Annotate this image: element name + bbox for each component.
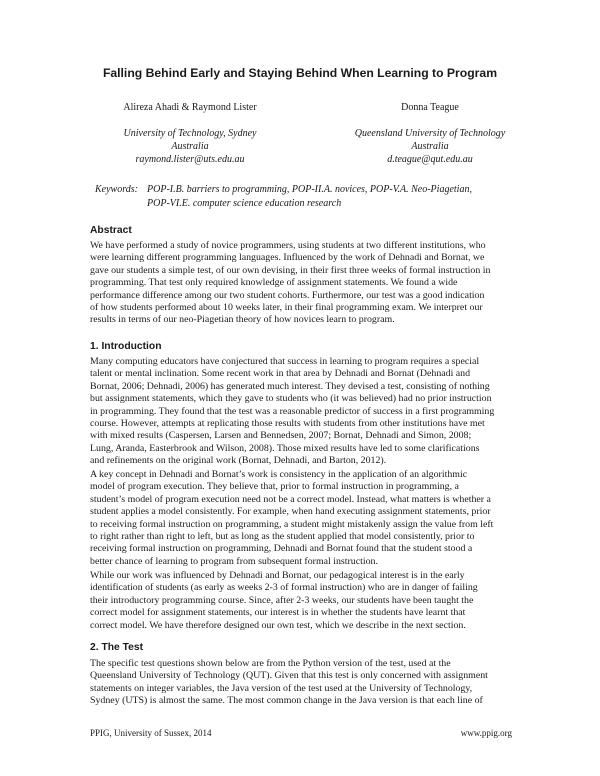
- author-name: Donna Teague: [401, 102, 459, 113]
- section-heading-introduction: 1. Introduction: [90, 341, 162, 352]
- text-line: their introductory programming course. Since, after 2-3 weeks, our students have been taught the: [90, 594, 474, 606]
- text-line: student applies a model consistently. For example, when hand executing assignment statements, prior: [90, 506, 491, 518]
- text-line: correct model. We have therefore designed our own test, which we describe in the next section.: [90, 619, 466, 631]
- text-line: Bornat, 2006; Dehnadi, 2006) has generated much interest. They devised a test, consisting of nothing: [90, 380, 490, 392]
- text-line: We have performed a study of novice programmers, using students at two different institutions, who: [90, 240, 486, 251]
- text-line: While our work was influenced by Dehnadi and Bornat, our pedagogical interest is in the early: [90, 570, 465, 581]
- author-email: raymond.lister@uts.edu.au: [135, 154, 245, 165]
- author-2: [320, 101, 540, 166]
- author-name: Alireza Ahadi & Raymond Lister: [123, 102, 257, 113]
- text-line: gave our students a simple test, of our own devising, in their first three weeks of formal instruction in: [90, 264, 491, 276]
- author-country: Australia: [411, 141, 449, 152]
- paper-title: Falling Behind Early and Staying Behind When Learning to Program: [102, 66, 498, 80]
- section-heading-the-test: 2. The Test: [90, 642, 144, 653]
- author-country: Australia: [171, 141, 209, 152]
- text-line: identification of students (as early as weeks 2-3 of formal instruction) who are in danger of failing: [90, 582, 478, 594]
- text-line: results in terms of our neo-Piagetian theory of how novices learn to program.: [90, 314, 395, 326]
- text-line: Queensland University of Technology (QUT). Given that this test is only concerned with assignment: [90, 670, 488, 682]
- text-line: in programming. They found that the test was a reasonable predictor of success in a first programming: [90, 405, 495, 417]
- text-line: A key concept in Dehnadi and Bornat’s work is consistency in the application of an algorithmic: [90, 469, 468, 480]
- text-line: course. However, attempts at replicating those results with students from other institutions have met: [90, 418, 485, 430]
- intro-paragraph-1: [90, 356, 512, 468]
- author-email: d.teague@qut.edu.au: [387, 154, 473, 165]
- footer-url: www.ppig.org: [460, 728, 512, 738]
- footer-venue: PPIG, University of Sussex, 2014: [90, 728, 212, 738]
- test-paragraph: [90, 658, 512, 708]
- intro-paragraph-3: [90, 570, 512, 632]
- text-line: Many computing educators have conjectured that success in learning to program requires a special: [90, 356, 480, 367]
- text-line: of how students performed about 10 weeks later, in their final programming exam. We interpret our: [90, 302, 483, 314]
- keywords-label: Keywords:: [95, 184, 138, 195]
- text-line: model of program execution. They believe that, prior to formal instruction in programming, a: [90, 481, 459, 493]
- author-affiliation: Queensland University of Technology: [354, 128, 506, 139]
- abstract-paragraph: [90, 240, 512, 327]
- keywords-line: POP-I.B. barriers to programming, POP-II.A. novices, POP-V.A. Neo-Piagetian,: [147, 184, 472, 195]
- text-line: programming. That test only required knowledge of assignment statements. We found a wide: [90, 277, 458, 289]
- text-line: with mixed results (Caspersen, Larsen and Bennedsen, 2007; Bornat, Dehnadi and Simon, 2008;: [90, 430, 472, 442]
- text-line: and refinements on the original work (Bornat, Dehnadi, and Barton, 2012).: [90, 455, 387, 467]
- intro-paragraph-2: [90, 469, 512, 568]
- author-affiliation: University of Technology, Sydney: [123, 128, 257, 139]
- text-line: statements on integer variables, the Java version of the test used at the University of Technology,: [90, 682, 473, 694]
- text-line: Sydney (UTS) is almost the same. The most common change in the Java version is that each line of: [90, 695, 483, 707]
- text-line: correct model for assignment statements, our interest is in whether the students have learnt that: [90, 607, 466, 619]
- text-line: to receiving formal instruction on programming, a student might mistakenly assign the value from left: [90, 518, 494, 530]
- text-line: talent or mental inclination. Some recent work in that area by Dehnadi and Bornat (Dehnadi and: [90, 368, 471, 380]
- keywords-text: [147, 183, 527, 210]
- text-line: performance difference among our two student cohorts. Furthermore, our test was a good indication: [90, 289, 485, 301]
- text-line: to right rather than right to left, but as long as the student applied that model consistently, prior to: [90, 531, 475, 543]
- abstract-heading: Abstract: [90, 225, 132, 236]
- author-1: [80, 101, 300, 166]
- text-line: better chance of learning to program from subsequent formal instruction.: [90, 555, 378, 567]
- text-line: receiving formal instruction on programming, Dehnadi and Bornat found that the student stood a: [90, 543, 473, 555]
- keywords-line: POP-VI.E. computer science education research: [147, 197, 342, 209]
- text-line: student’s model of program execution need not be a correct model. Instead, what matters is whether a: [90, 493, 491, 505]
- text-line: were learning different programming languages. Influenced by the work of Dehnadi and Bornat, we: [90, 252, 485, 264]
- text-line: Lung, Aranda, Easterbrook and Wilson, 2008). Those mixed results have led to some clarifications: [90, 442, 480, 454]
- text-line: but assignment statements, which they gave to students who (it was believed) had no prior instruction: [90, 393, 492, 405]
- text-line: The specific test questions shown below are from the Python version of the test, used at the: [90, 658, 451, 669]
